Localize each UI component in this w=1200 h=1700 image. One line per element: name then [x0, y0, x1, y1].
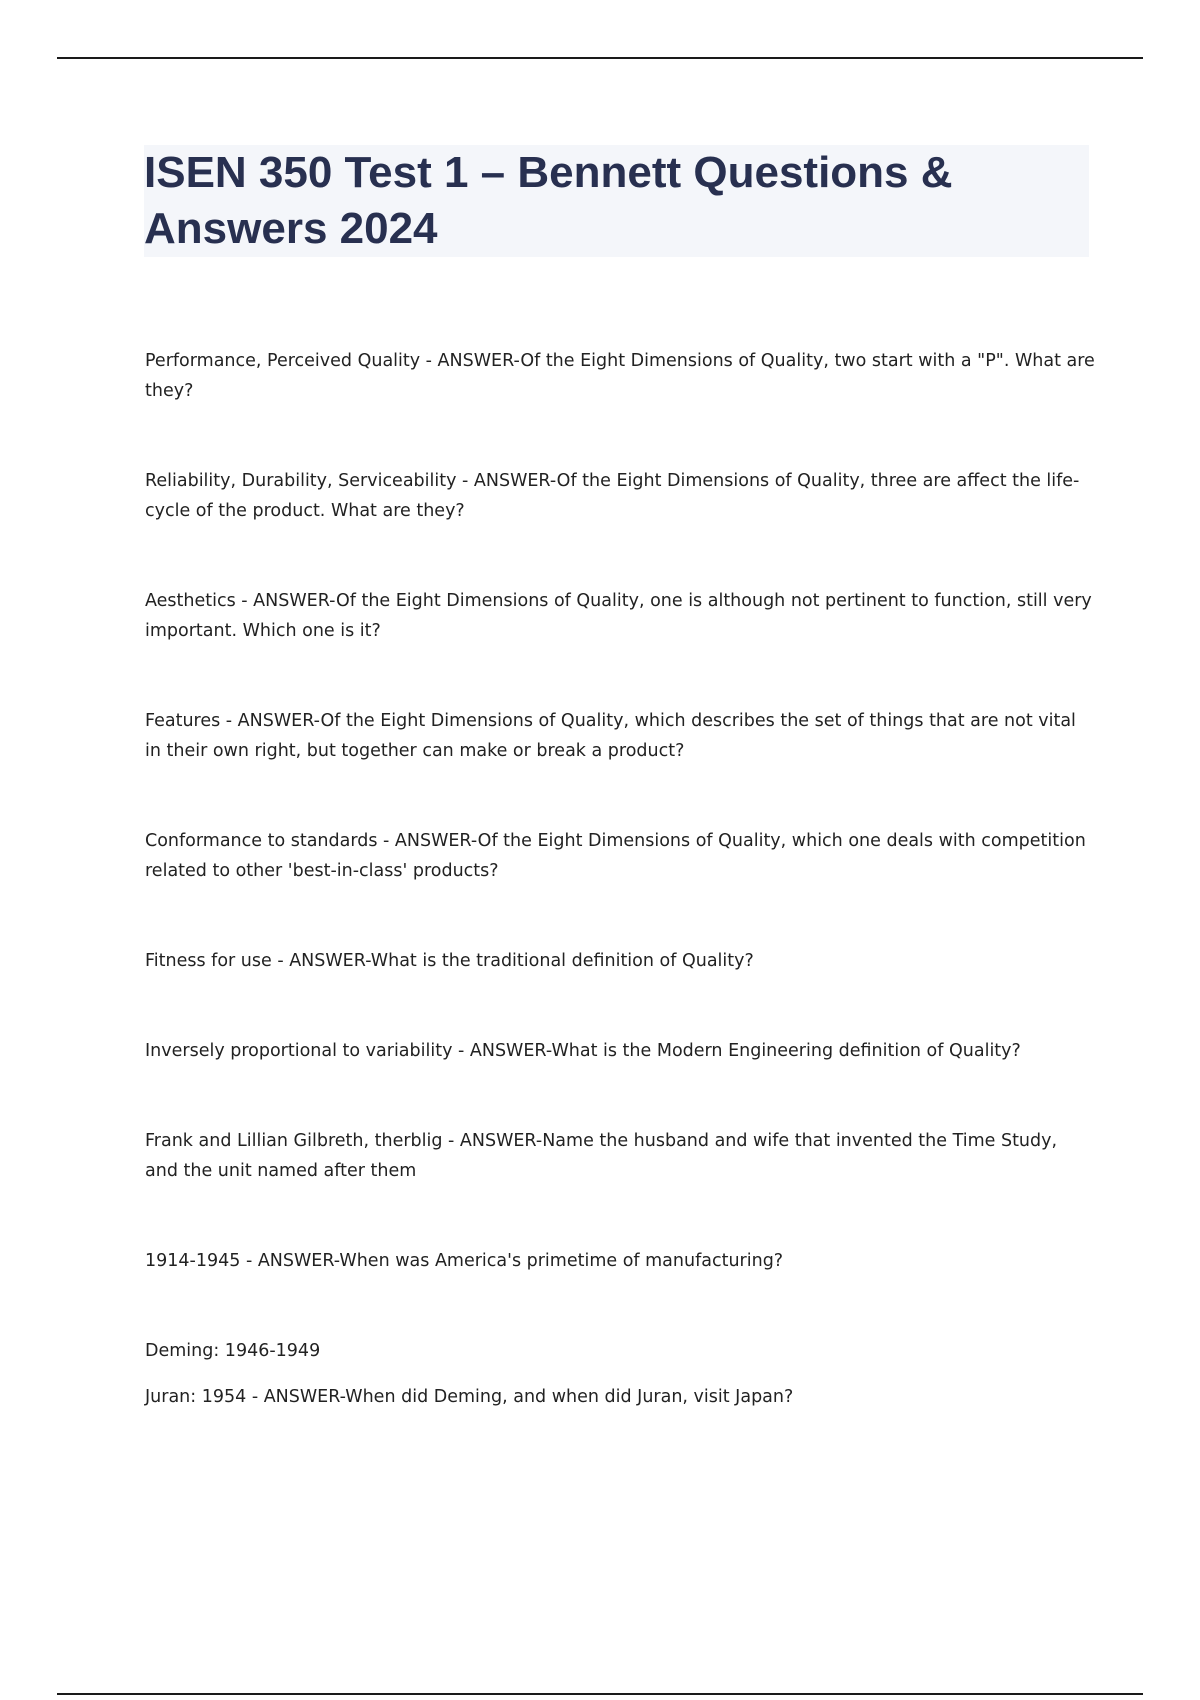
qa-item: Aesthetics - ANSWER-Of the Eight Dimensions of Quality, one is although not pertinent to function, still very important. Which one is it? [145, 591, 1092, 641]
qa-item: Frank and Lillian Gilbreth, therblig - ANSWER-Name the husband and wife that invented the Time Study, and the unit named after them [145, 1131, 1058, 1181]
qa-item: Fitness for use - ANSWER-What is the traditional definition of Quality? [145, 951, 754, 971]
qa-item: Performance, Perceived Quality - ANSWER-Of the Eight Dimensions of Quality, two start with a "P". What are they? [145, 351, 1095, 401]
qa-item: Features - ANSWER-Of the Eight Dimensions of Quality, which describes the set of things that are not vital in their own right, but together can make or break a product? [145, 711, 1076, 761]
document-title: ISEN 350 Test 1 – Bennett Questions & Answers 2024 [144, 148, 953, 253]
qa-item: Juran: 1954 - ANSWER-When did Deming, and when did Juran, visit Japan? [145, 1387, 794, 1407]
qa-item: Conformance to standards - ANSWER-Of the Eight Dimensions of Quality, which one deals with competition related to other 'best-in-class' products? [145, 831, 1086, 881]
title-block [144, 145, 1089, 257]
top-rule [57, 57, 1143, 59]
qa-item: Inversely proportional to variability - ANSWER-What is the Modern Engineering definition of Quality? [145, 1041, 1021, 1061]
qa-item: Deming: 1946-1949 [145, 1341, 321, 1361]
qa-item: 1914-1945 - ANSWER-When was America's primetime of manufacturing? [145, 1251, 784, 1271]
bottom-rule [57, 1693, 1143, 1695]
qa-item: Reliability, Durability, Serviceability - ANSWER-Of the Eight Dimensions of Quality, three are affect the life-cycle of the product. What are they? [145, 471, 1080, 521]
qa-list [145, 346, 1095, 1412]
